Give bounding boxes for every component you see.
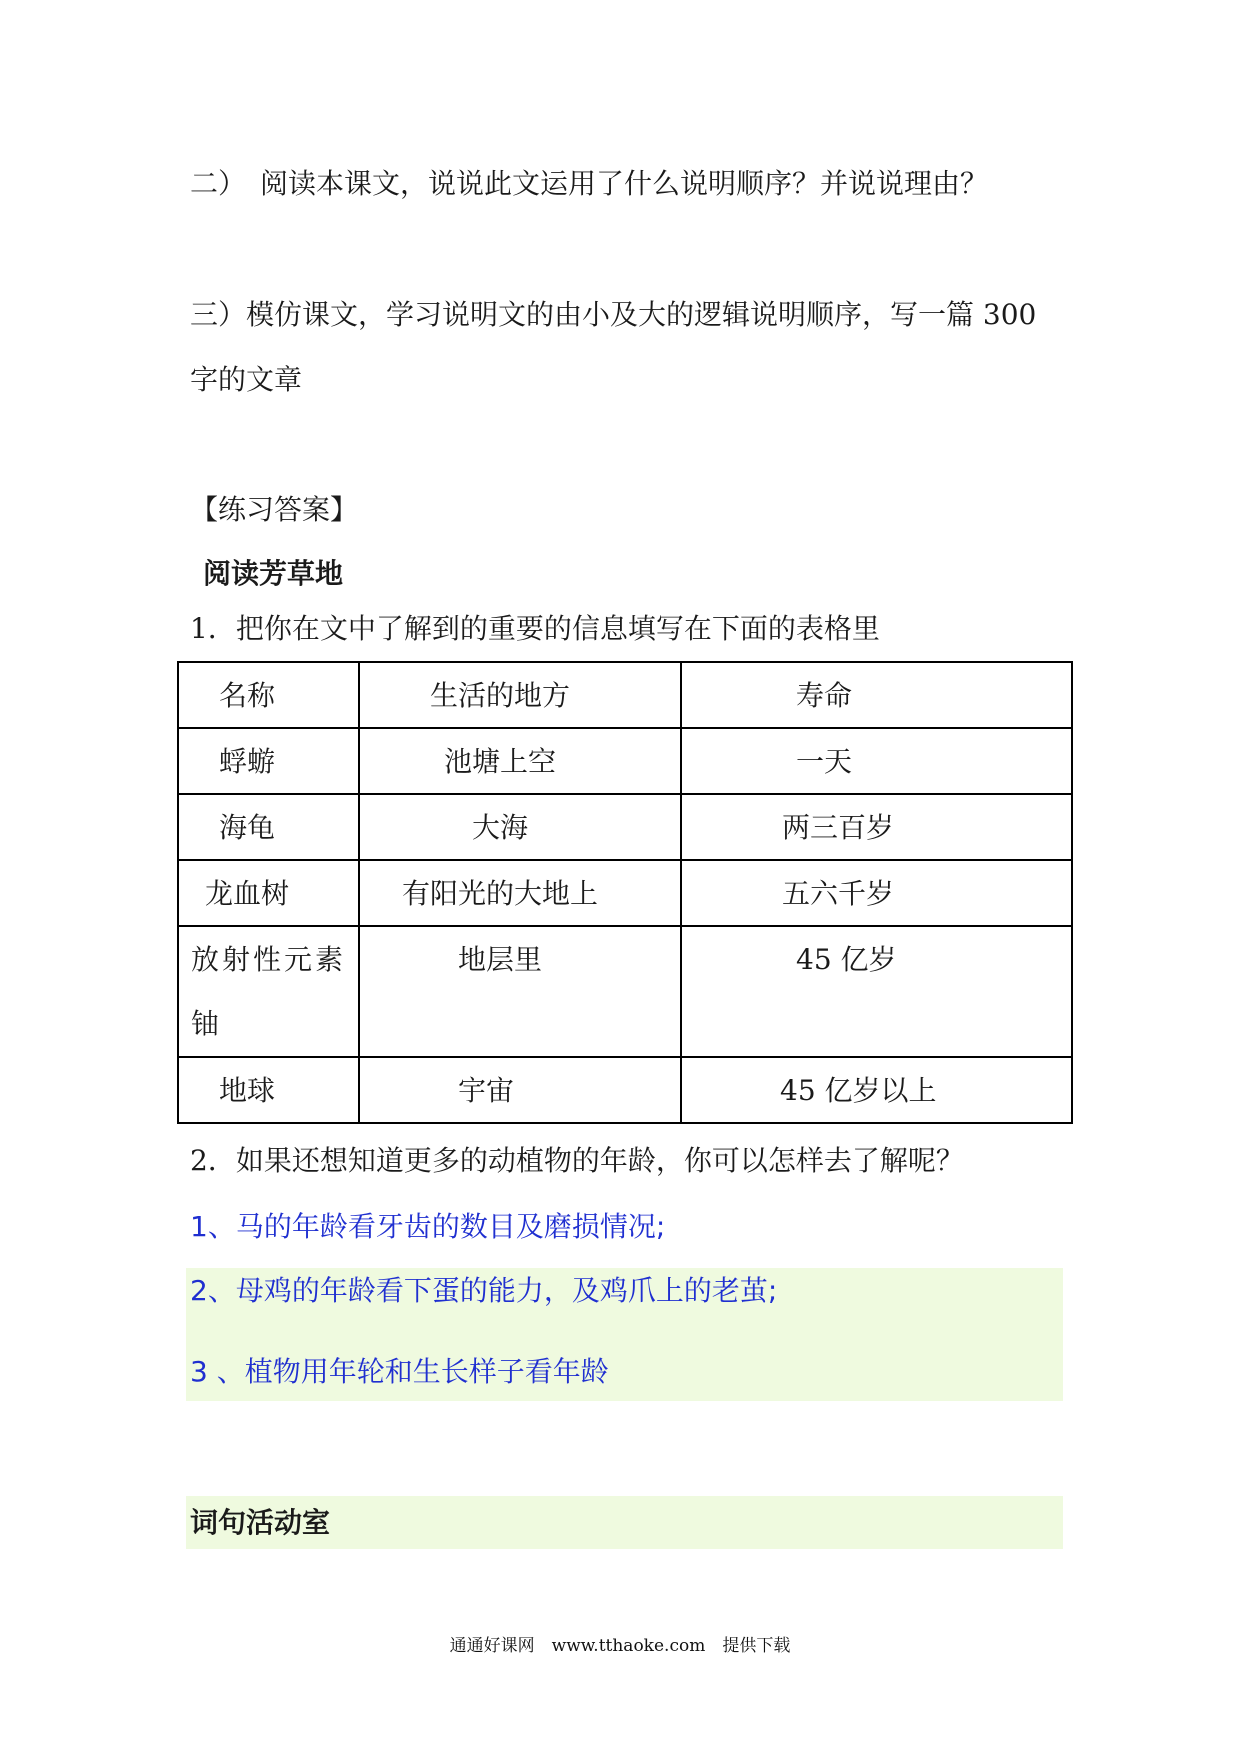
table-cell: 两三百岁	[681, 794, 1072, 860]
question-3-line-1: 三）模仿课文，学习说明文的由小及大的逻辑说明顺序，写一篇 300	[190, 298, 1037, 331]
table-header-cell: 寿命	[681, 662, 1072, 728]
answers-header: 【练习答案】	[190, 493, 359, 526]
table-header-row	[178, 662, 1072, 728]
table-cell: 龙血树	[178, 860, 359, 926]
answer-line-1: 1、马的年龄看牙齿的数目及磨损情况;	[190, 1210, 666, 1243]
table-row	[178, 1057, 1072, 1123]
item-1-prompt: 1．把你在文中了解到的重要的信息填写在下面的表格里	[190, 612, 880, 645]
table-row	[178, 860, 1072, 926]
answer-line-3: 3 、植物用年轮和生长样子看年龄	[190, 1355, 609, 1388]
table-cell: 45 亿岁	[681, 926, 1072, 1057]
item-2-prompt: 2．如果还想知道更多的动植物的年龄，你可以怎样去了解呢？	[190, 1144, 964, 1177]
table-cell: 海龟	[178, 794, 359, 860]
table-cell: 大海	[359, 794, 681, 860]
table-header-cell: 生活的地方	[359, 662, 681, 728]
table-cell: 地球	[178, 1057, 359, 1123]
table-row	[178, 926, 1072, 1057]
answer-line-2: 2、母鸡的年龄看下蛋的能力，及鸡爪上的老茧;	[190, 1274, 778, 1307]
table-cell: 有阳光的大地上	[359, 860, 681, 926]
table-cell: 池塘上空	[359, 728, 681, 794]
table-cell: 地层里	[359, 926, 681, 1057]
question-3-line-2: 字的文章	[190, 363, 303, 396]
table-row	[178, 728, 1072, 794]
table-cell: 蜉蝣	[178, 728, 359, 794]
info-table	[177, 661, 1073, 1124]
table-cell: 一天	[681, 728, 1072, 794]
table-cell: 45 亿岁以上	[681, 1057, 1072, 1123]
table-cell: 放射性元素 铀	[178, 926, 359, 1057]
table-header-cell: 名称	[178, 662, 359, 728]
section-title-words: 词句活动室	[190, 1506, 331, 1539]
question-2: 二） 阅读本课文，说说此文运用了什么说明顺序？并说说理由？	[190, 167, 989, 200]
table-row	[178, 794, 1072, 860]
table-cell: 宇宙	[359, 1057, 681, 1123]
table-cell: 五六千岁	[681, 860, 1072, 926]
section-title-reading: 阅读芳草地	[203, 557, 344, 590]
page-footer: 通通好课网 www.tthaoke.com 提供下载	[449, 1636, 791, 1656]
